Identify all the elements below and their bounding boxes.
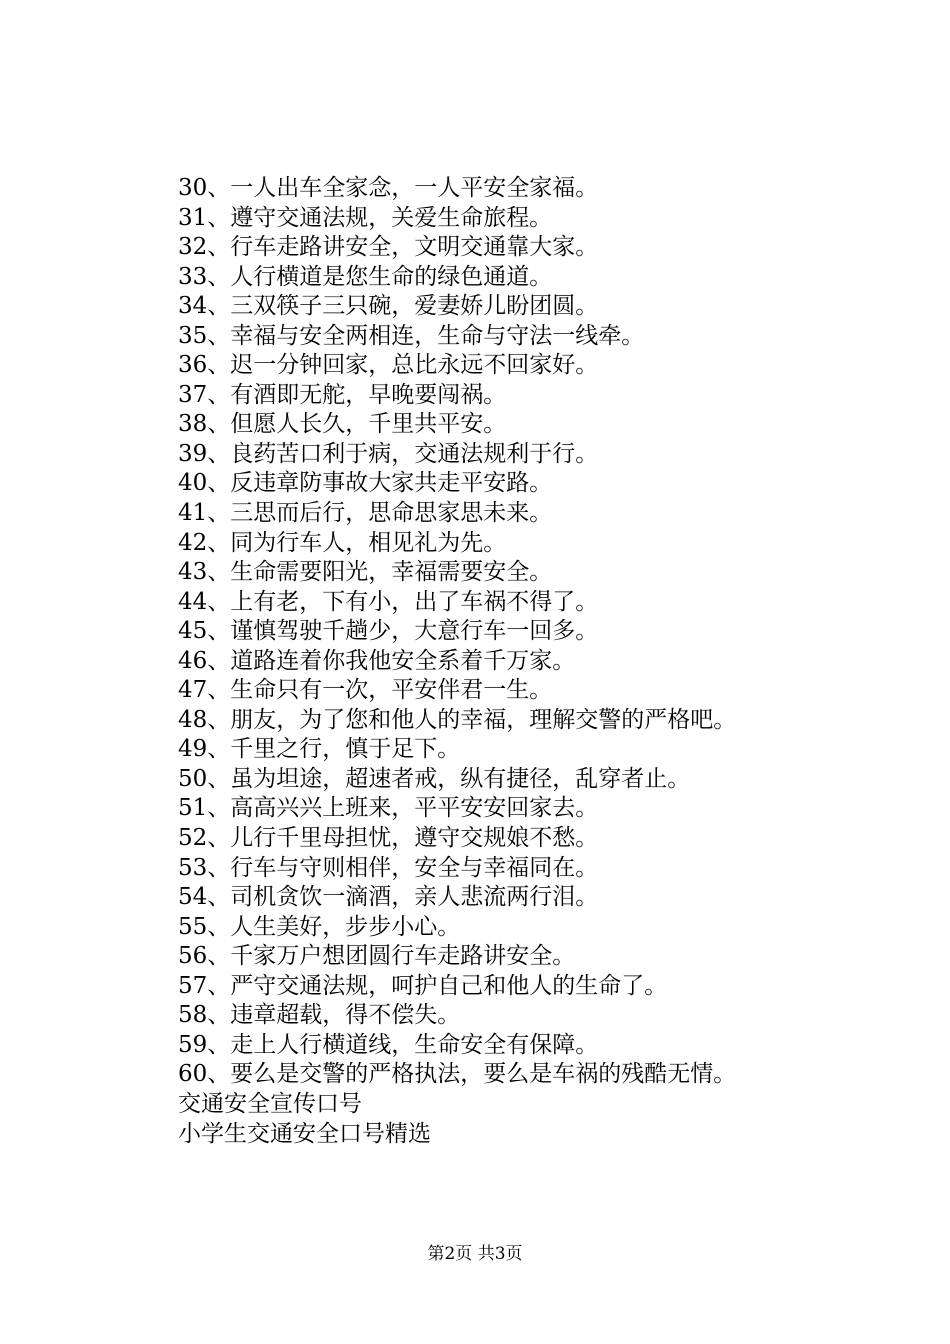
slogan-line: 58、违章超载，得不偿失。 [178, 1002, 461, 1029]
slogan-line: 52、儿行千里母担忧，遵守交规娘不愁。 [178, 825, 599, 852]
slogan-line: 42、同为行车人，相见礼为先。 [178, 529, 507, 556]
slogan-line: 40、反违章防事故大家共走平安路。 [178, 470, 553, 497]
slogan-line: 33、人行横道是您生命的绿色通道。 [178, 263, 553, 290]
slogan-line: 46、道路连着你我他安全系着千万家。 [178, 647, 576, 674]
slogan-line: 45、谨慎驾驶千趟少，大意行车一回多。 [178, 618, 599, 645]
slogan-line: 55、人生美好，步步小心。 [178, 913, 461, 940]
slogan-line: 47、生命只有一次，平安伴君一生。 [178, 677, 553, 704]
slogan-line: 50、虽为坦途，超速者戒，纵有捷径，乱穿者止。 [178, 765, 691, 792]
slogan-line: 56、千家万户想团圆行车走路讲安全。 [178, 943, 576, 970]
slogan-line: 44、上有老，下有小，出了车祸不得了。 [178, 588, 599, 615]
slogan-line: 36、迟一分钟回家，总比永远不回家好。 [178, 352, 599, 379]
slogan-line: 49、千里之行，慎于足下。 [178, 736, 461, 763]
slogan-line: 39、良药苦口利于病，交通法规利于行。 [178, 440, 599, 467]
slogan-line: 48、朋友，为了您和他人的幸福，理解交警的严格吧。 [178, 706, 737, 733]
slogan-line: 38、但愿人长久，千里共平安。 [178, 411, 507, 438]
slogan-line: 41、三思而后行，思命思家思未来。 [178, 500, 553, 527]
slogan-line: 31、遵守交通法规，关爱生命旅程。 [178, 204, 553, 231]
slogan-line: 37、有酒即无舵，早晚要闯祸。 [178, 381, 507, 408]
slogan-line: 43、生命需要阳光，幸福需要安全。 [178, 559, 553, 586]
slogan-line: 53、行车与守则相伴，安全与幸福同在。 [178, 854, 599, 881]
slogan-line: 57、严守交通法规，呵护自己和他人的生命了。 [178, 972, 668, 999]
slogan-line: 32、行车走路讲安全，文明交通靠大家。 [178, 234, 599, 261]
slogan-line: 30、一人出车全家念，一人平安全家福。 [178, 175, 599, 201]
page-number: 第2页 共3页 [427, 1244, 523, 1264]
page-footer [0, 1243, 950, 1265]
slogan-line: 60、要么是交警的严格执法，要么是车祸的残酷无情。 [178, 1061, 737, 1088]
slogan-line: 54、司机贪饮一滴酒，亲人悲流两行泪。 [178, 884, 599, 911]
slogan-list [178, 174, 736, 1149]
slogan-line: 59、走上人行横道线，生命安全有保障。 [178, 1031, 599, 1058]
slogan-line: 51、高高兴兴上班来，平平安安回家去。 [178, 795, 599, 822]
slogan-line: 小学生交通安全口号精选 [178, 1120, 431, 1147]
slogan-line: 35、幸福与安全两相连，生命与守法一线牵。 [178, 322, 645, 349]
slogan-line: 34、三双筷子三只碗，爱妻娇儿盼团圆。 [178, 293, 599, 320]
slogan-line: 交通安全宣传口号 [178, 1090, 362, 1117]
